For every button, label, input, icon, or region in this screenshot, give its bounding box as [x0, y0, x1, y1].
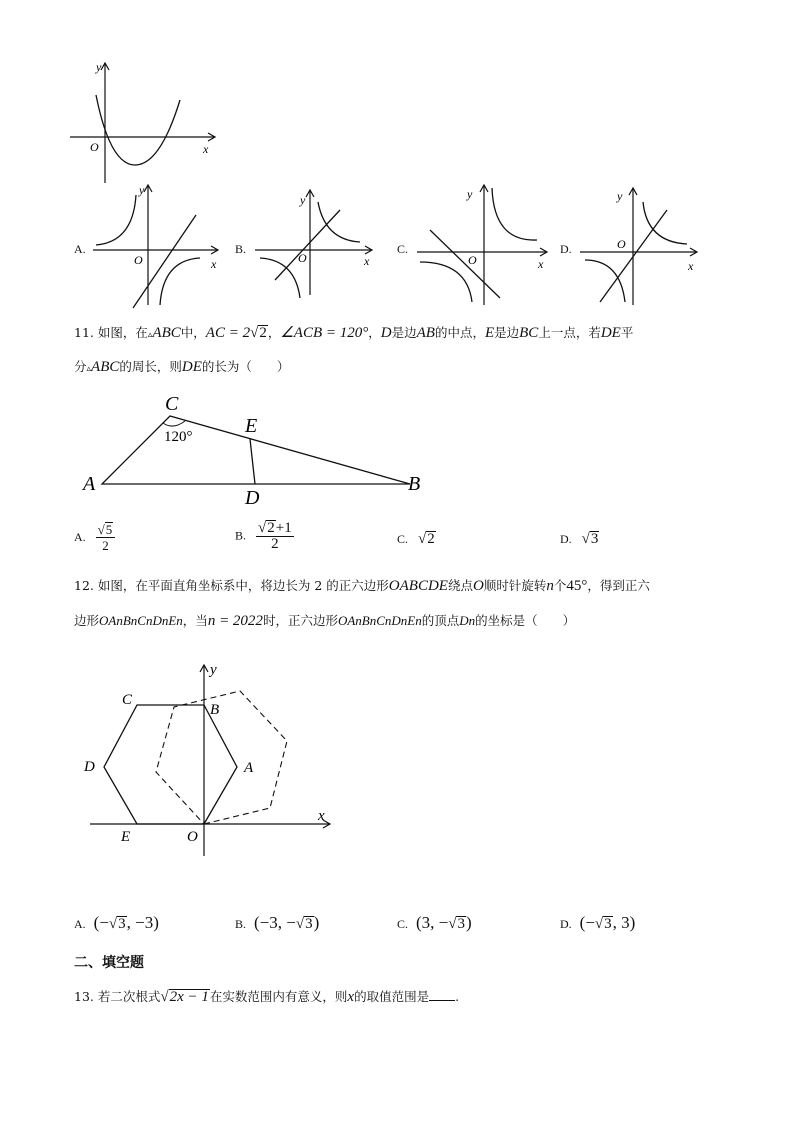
q12-option-a[interactable]: A. (−√3, −3)	[74, 913, 159, 932]
q12-fig-c: C	[122, 692, 133, 708]
q11-de: DE	[600, 325, 621, 341]
q12-text-d: 个	[553, 578, 567, 593]
q13-stem: 13. 若二次根式√2x − 1在实数范围内有意义，则x的取值范围是 .	[74, 989, 460, 1005]
q11-text-e: 是边	[494, 325, 520, 340]
q11-a-num-rad: 5	[105, 522, 113, 537]
q11-ac-eq: AC = 2	[205, 325, 251, 341]
q10-b-y-label: y	[300, 193, 306, 207]
q12-a-pre: (−	[93, 913, 109, 932]
q11-fig-c: C	[165, 393, 179, 415]
q12-option-b-label: B.	[235, 917, 247, 931]
q11-option-a-label: A.	[74, 530, 86, 544]
q13-x: x	[347, 989, 355, 1005]
q11-stem-line2	[74, 358, 289, 378]
q12-a-post: , −3)	[126, 913, 159, 932]
q12-b-pre: (−3, −	[254, 913, 296, 932]
q12-d-pre: (−	[579, 913, 595, 932]
q10-option-b-graph	[250, 180, 380, 310]
q12-dn: Dn	[459, 613, 476, 628]
q11-d: D	[380, 325, 392, 341]
q12-fig-a: A	[244, 760, 254, 776]
q11-fig-d: D	[245, 487, 260, 508]
q10-c-y-label: y	[467, 187, 473, 201]
q10-c-x-label: x	[538, 257, 544, 271]
q13-text-a: 若二次根式	[97, 989, 161, 1004]
q12-text-g: ，当	[182, 613, 208, 628]
q10-d-o-label: O	[617, 237, 626, 251]
q12-n: n	[546, 578, 554, 594]
q11-text-j: 的长为（ ）	[201, 359, 290, 374]
q12-c-post: )	[465, 913, 472, 932]
q11-b-num-rad: 2	[267, 520, 275, 536]
q10-option-c-graph	[412, 180, 552, 310]
q10-d-x-label: x	[688, 259, 694, 273]
q12-text-a: 如图，在平面直角坐标系中，将边长为 2 的正六边形	[97, 578, 389, 593]
q10-main-y-label: y	[96, 60, 102, 74]
q11-text-a: 如图，在	[97, 325, 148, 340]
q11-abc-2: ABC	[91, 359, 120, 375]
q10-main-o-label: O	[90, 140, 99, 154]
q12-b-post: )	[313, 913, 320, 932]
q10-a-x-label: x	[211, 257, 217, 271]
q11-text-i: 的周长，则	[119, 359, 182, 374]
q12-text-i: 的顶点	[421, 613, 460, 628]
q12-text-e: ，得到正六	[587, 578, 650, 593]
q11-number: 11.	[74, 325, 94, 340]
q11-stem-line1: 11. 如图，在▵ABC中，AC = 2√2，∠ACB = 120°，D是边AB的中点，E是边BC上一点，若DE平	[74, 325, 634, 341]
q10-option-d-label[interactable]: D.	[560, 242, 572, 256]
q11-bc: BC	[519, 325, 539, 341]
q12-text-j: 的坐标是（ ）	[475, 613, 576, 628]
q12-d-post: , 3)	[612, 913, 636, 932]
q10-option-a-label[interactable]: A.	[74, 242, 86, 256]
q10-b-o-label: O	[298, 251, 307, 265]
q11-d-rad: 3	[590, 531, 599, 547]
q10-option-c-label[interactable]: C.	[397, 242, 409, 256]
q10-option-d-graph	[575, 180, 705, 310]
q10-c-o-label: O	[468, 253, 477, 267]
q12-c-pre: (3, −	[416, 913, 449, 932]
q11-option-c-label: C.	[397, 532, 409, 546]
q12-fig-d: D	[84, 759, 95, 775]
q13-number: 13.	[74, 989, 94, 1004]
q12-text-f: 边形	[74, 613, 100, 628]
q10-d-y-label: y	[617, 189, 623, 203]
q12-o: O	[472, 578, 484, 594]
q12-option-d[interactable]: D. (−√3, 3)	[560, 913, 636, 932]
q12-option-b[interactable]: B. (−3, −√3)	[235, 913, 320, 932]
q12-option-a-label: A.	[74, 917, 86, 931]
q11-de-2: DE	[181, 359, 202, 375]
q13-answer-blank[interactable]	[429, 990, 455, 1001]
q13-text-b: 在实数范围内有意义，则	[209, 989, 348, 1004]
q11-option-d[interactable]: D. √3	[560, 531, 599, 547]
q11-option-d-label: D.	[560, 532, 572, 546]
q10-option-b-label[interactable]: B.	[235, 242, 247, 256]
q12-fig-y: y	[210, 662, 217, 678]
q12-a-rad: 3	[118, 916, 126, 932]
q10-option-a-graph	[88, 180, 228, 310]
q11-e: E	[484, 325, 495, 341]
q10-main-graph	[60, 55, 230, 190]
q11-text-f: 上一点，若	[538, 325, 601, 340]
q12-hex-n-2: OAnBnCnDnEn	[337, 613, 422, 628]
q12-fig-x: x	[318, 808, 325, 824]
q10-a-y-label: y	[139, 183, 145, 197]
q11-tri-symbol-2: ▵	[86, 364, 92, 374]
q11-fig-b: B	[408, 473, 421, 495]
q12-option-c-label: C.	[397, 917, 409, 931]
q12-hexagon-figure	[80, 660, 340, 860]
q12-text-h: 时，正六边形	[262, 613, 338, 628]
q13-radicand: 2x − 1	[169, 989, 209, 1005]
q11-comma2: ，	[368, 325, 381, 340]
q11-comma1: ，	[267, 325, 281, 340]
q11-option-a[interactable]: A. $\frac{√5}{2}$	[74, 522, 115, 553]
q12-c-rad: 3	[457, 916, 465, 932]
q12-number: 12.	[74, 578, 94, 593]
q12-stem-line1	[74, 577, 650, 595]
q12-hex-name: OABCDE	[388, 578, 448, 594]
q13-text-c: 的取值范围是	[354, 989, 430, 1004]
q11-tri-symbol: ▵	[147, 330, 153, 340]
q12-hex-n: OAnBnCnDnEn	[99, 613, 183, 628]
q11-b-num-plus: +1	[275, 520, 292, 536]
q11-text-g: 平	[620, 325, 634, 340]
q12-d-rad: 3	[604, 916, 612, 932]
section-title: 二、填空题	[74, 955, 144, 971]
q11-option-b[interactable]: B. $\frac{√2+1}{2}$	[235, 520, 292, 552]
q10-main-x-label: x	[203, 142, 209, 156]
q11-text-b: 中，	[180, 325, 206, 340]
q11-abc: ABC	[152, 325, 181, 341]
q11-ab: AB	[416, 325, 435, 341]
q12-text-b: 绕点	[447, 578, 473, 593]
q12-fig-b: B	[210, 702, 220, 718]
q13-end: .	[455, 989, 460, 1004]
q11-text-h: 分	[74, 359, 87, 374]
q10-b-x-label: x	[364, 254, 370, 268]
q12-stem-line2	[74, 612, 575, 630]
q12-deg: 45°	[566, 578, 588, 594]
q12-fig-e: E	[121, 829, 131, 845]
q11-option-b-label: B.	[235, 528, 247, 543]
q11-a-den: 2	[102, 538, 109, 553]
q11-b-den: 2	[271, 536, 279, 552]
q12-text-c: 顺时针旋转	[483, 578, 547, 593]
q11-text-d: 的中点，	[434, 325, 485, 340]
q10-a-o-label: O	[134, 253, 143, 267]
q11-option-c[interactable]: C. √2	[397, 531, 435, 547]
q11-fig-e: E	[245, 415, 258, 437]
q12-n-eq: n = 2022	[207, 613, 263, 629]
q12-option-d-label: D.	[560, 917, 572, 931]
q11-fig-angle: 120°	[164, 429, 193, 445]
q11-ac-radicand: 2	[259, 325, 267, 341]
q11-fig-a: A	[83, 473, 96, 495]
q12-b-rad: 3	[305, 916, 313, 932]
q11-text-c: 是边	[391, 325, 417, 340]
q11-c-rad: 2	[427, 531, 435, 547]
q11-triangle-figure	[75, 388, 435, 508]
q12-option-c[interactable]: C. (3, −√3)	[397, 913, 472, 932]
q11-angle: ∠ACB = 120°	[280, 325, 369, 341]
q12-fig-o: O	[187, 829, 198, 845]
